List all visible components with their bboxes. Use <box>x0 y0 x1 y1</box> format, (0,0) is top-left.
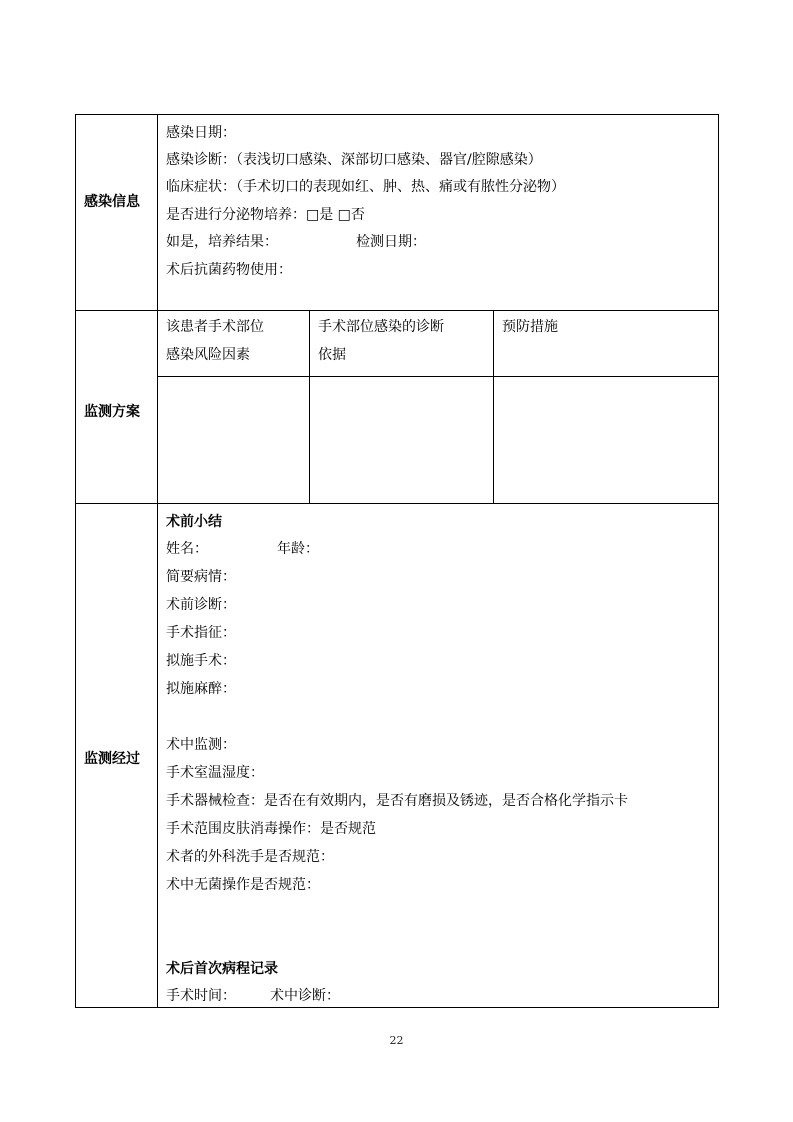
infection-info-label: 感染信息 <box>84 194 140 210</box>
age-field-label: 年龄： <box>277 541 319 557</box>
infection-date-line: 感染日期： <box>166 125 236 141</box>
plan-col-divider-2 <box>493 310 494 503</box>
diagnosis-basis-header-line2: 依据 <box>318 347 346 363</box>
clinical-symptoms-line: 临床症状：（手术切口的表现如红、肿、热、痛或有脓性分泌物） <box>166 179 565 195</box>
preop-summary-title: 术前小结 <box>166 514 222 530</box>
postop-record-title: 术后首次病程记录 <box>166 961 278 977</box>
preop-diagnosis-line: 术前诊断： <box>166 597 236 613</box>
plan-col-divider-1 <box>309 310 310 503</box>
risk-factors-header-line2: 感染风险因素 <box>166 347 250 363</box>
infection-diagnosis-line: 感染诊断：（表浅切口感染、深部切口感染、器官/腔隙感染） <box>166 152 542 168</box>
prevention-header: 预防措施 <box>502 319 558 335</box>
brief-condition-line: 简要病情： <box>166 569 236 585</box>
or-temp-humidity-line: 手术室温湿度： <box>166 765 264 781</box>
antibiotic-use-line: 术后抗菌药物使用： <box>166 262 292 278</box>
row-divider-1 <box>75 310 719 311</box>
plan-header-divider <box>157 376 719 377</box>
culture-result-line: 如是，培养结果： <box>166 234 278 250</box>
diagnosis-basis-header-line1: 手术部位感染的诊断 <box>318 319 444 335</box>
culture-question-line: 是否进行分泌物培养：□是 □否 <box>166 207 365 223</box>
surgery-time-label: 手术时间： <box>166 988 236 1004</box>
monitoring-process-label: 监测经过 <box>84 751 140 767</box>
instrument-check-line: 手术器械检查：是否在有效期内，是否有磨损及锈迹，是否合格化学指示卡 <box>166 793 628 809</box>
page-number: 22 <box>389 1034 404 1047</box>
row-divider-2 <box>75 503 719 504</box>
intraop-monitoring-line: 术中监测： <box>166 737 236 753</box>
surgical-indication-line: 手术指征： <box>166 625 236 641</box>
skin-disinfection-line: 手术范围皮肤消毒操作：是否规范 <box>166 821 376 837</box>
risk-factors-header-line1: 该患者手术部位 <box>166 319 264 335</box>
label-column-divider <box>157 114 158 1008</box>
planned-surgery-line: 拟施手术： <box>166 653 236 669</box>
planned-anesthesia-line: 拟施麻醉： <box>166 681 236 697</box>
name-field-label: 姓名： <box>166 541 208 557</box>
intraop-diagnosis-label: 术中诊断： <box>270 988 340 1004</box>
test-date-line: 检测日期： <box>356 234 426 250</box>
surgeon-handwash-line: 术者的外科洗手是否规范： <box>166 849 334 865</box>
monitoring-plan-label: 监测方案 <box>84 404 140 420</box>
aseptic-operation-line: 术中无菌操作是否规范： <box>166 877 320 893</box>
